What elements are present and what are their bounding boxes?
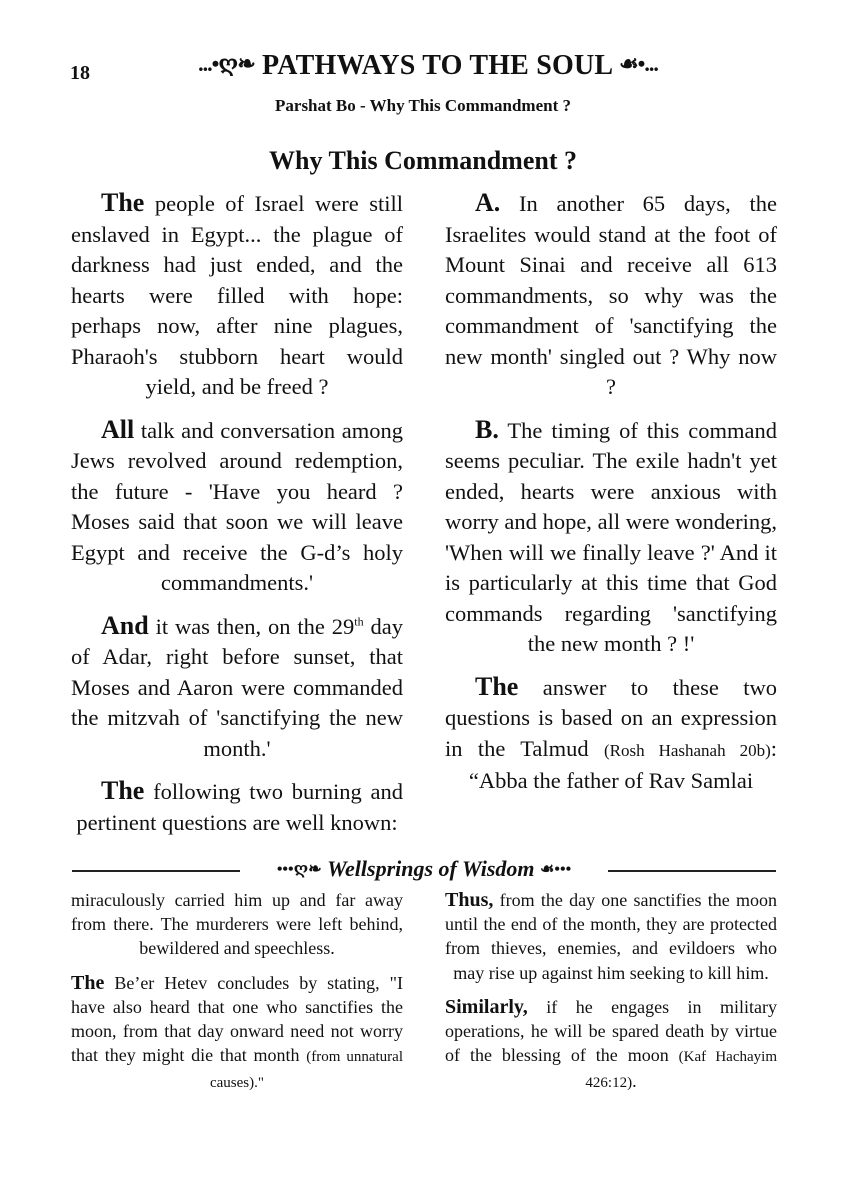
article-left-column	[71, 188, 403, 850]
running-title	[128, 50, 728, 82]
footnote-paragraph	[71, 888, 403, 961]
paragraph	[445, 672, 777, 797]
divider-line-right	[608, 870, 776, 872]
source-citation: (from unnatural causes)."	[209, 1049, 403, 1092]
flourish-right-icon: ☙•••	[540, 861, 572, 878]
paragraph-text: people of Israel were still enslaved in Egypt... the plague of darkness had just ended, and the hearts were filled with hope: perhaps now, after nine plagues, Pharaoh's stubborn heart would yield, and be freed ?	[71, 191, 403, 399]
paragraph	[71, 611, 403, 765]
paragraph	[71, 188, 403, 403]
paragraph-text: The timing of this command seems peculiar. The exile hadn't yet ended, hearts were anxious with worry and hope, all were wondering, 'When will we finally leave ?' And it is particularly at this time that God commands regarding 'sanctifying the new month ? !'	[445, 417, 777, 656]
wellsprings-divider	[72, 856, 776, 886]
paragraph-text: In another 65 days, the Israelites would stand at the foot of Mount Sinai and receive all 613 commandments, so why was the commandment of 'sanctifying the new month' singled out ? Why now ?	[445, 191, 777, 399]
paragraph	[71, 415, 403, 599]
paragraph	[71, 776, 403, 838]
wellsprings-right-column	[445, 888, 777, 1106]
footnote-paragraph	[71, 971, 403, 1096]
article-right-column	[445, 188, 777, 809]
paragraph-text: answer to these two questions is based on an expression in the Talmud	[445, 674, 777, 761]
footnote-text: miraculously carried him up and far away from there. The murderers were left behind, bewildered and speechless.	[71, 890, 403, 959]
question-label: B.	[475, 414, 499, 444]
divider-title: Wellsprings of Wisdom	[327, 856, 535, 881]
footnote-paragraph	[445, 888, 777, 985]
paragraph-lead: The	[475, 671, 519, 701]
paragraph-lead: All	[101, 414, 135, 444]
book-title: PATHWAYS TO THE SOUL	[262, 50, 612, 81]
paragraph-text: following two burning and pertinent questions are well known:	[76, 779, 403, 835]
chapter-subtitle: Parshat Bo - Why This Commandment ?	[275, 96, 571, 115]
question-label: A.	[475, 188, 501, 217]
footnote-lead: The	[71, 971, 105, 994]
footnote-lead: Thus,	[445, 889, 494, 911]
paragraph-lead: The	[101, 776, 145, 805]
divider-title-wrap	[72, 856, 776, 882]
section-heading: Why This Commandment ?	[269, 146, 577, 175]
source-citation: (Kaf Hachayim 426:12)	[585, 1049, 777, 1092]
flourish-left-icon: •••ღ❧	[276, 861, 322, 878]
page-number: 18	[70, 62, 90, 84]
footnote-lead: Similarly,	[445, 995, 528, 1018]
footnote-text: Be’er Hetev concludes by stating, "I have also heard that one who sanctifies the moon, from that day onward need not worry that they might die that month	[71, 972, 403, 1066]
paragraph-lead: And	[101, 610, 149, 640]
paragraph-text: it was then, on the 29	[148, 613, 355, 639]
paragraph-text: day of Adar, right before sunset, that Moses and Aaron were commanded the mitzvah of 'sanctifying the new month.'	[71, 613, 403, 761]
paragraph-text: talk and conversation among Jews revolved around redemption, the future - 'Have you heard ? Moses said that soon we will leave Egypt and receive the G-d’s holy commandments.'	[71, 417, 403, 595]
flourish-left-icon: ...•⁠ღ❧	[198, 51, 255, 76]
flourish-right-icon: ☙•...	[618, 51, 658, 76]
paragraph	[445, 415, 777, 660]
paragraph-lead: The	[101, 188, 145, 217]
wellsprings-left-column	[71, 888, 403, 1106]
source-citation: (Rosh Hashanah 20b)	[604, 740, 771, 760]
paragraph-text: : “Abba the father of Rav Samlai	[468, 735, 777, 793]
footnote-text: from the day one sanctifies the moon until the end of the month, they are protected from thieves, enemies, and evildoers who may rise up against him seeking to kill him.	[445, 890, 777, 983]
paragraph	[445, 188, 777, 403]
ordinal-suffix: th	[354, 614, 364, 628]
footnote-text: if he engages in military operations, he will be spared death by virtue of the blessing of the moon	[445, 996, 777, 1066]
footnote-paragraph	[445, 995, 777, 1096]
footnote-text: .	[632, 1071, 637, 1092]
